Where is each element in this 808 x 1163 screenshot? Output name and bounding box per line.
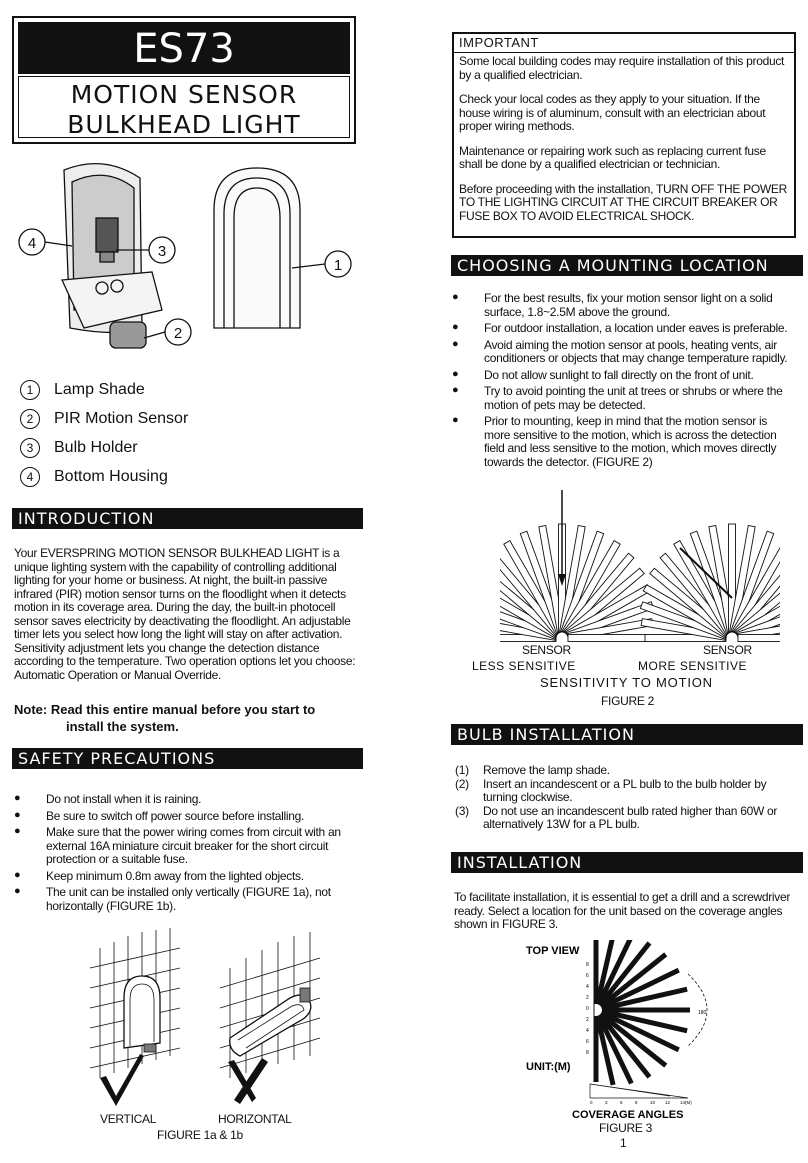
list-item: ● For the best results, fix your motion sensor light on a solid surface, 1.8~2.5M above the ground. (452, 292, 792, 319)
fan-beam (568, 635, 649, 642)
figure3-top-view: TOP VIEW (526, 945, 580, 957)
important-body (459, 55, 790, 234)
legend-item (20, 380, 188, 409)
list-item: ● Do not allow sunlight to fall directly on the front of unit. (452, 369, 792, 383)
important-paragraph: Before proceeding with the installation, TURN OFF THE POWER TO THE LIGHTING CIRCUIT AT THE CIRCUIT BREAKER OR FUSE BOX TO AVOID ELECTRICAL SHOCK. (459, 181, 787, 223)
figure3-fan (594, 940, 691, 1086)
svg-text:2: 2 (173, 325, 183, 342)
product-illustration (12, 160, 362, 370)
legend-label: PIR Motion Sensor (54, 410, 189, 427)
figure2-illustration (500, 490, 780, 650)
safety-heading: SAFETY PRECAUTIONS (12, 748, 363, 769)
introduction-text: Your EVERSPRING MOTION SENSOR BULKHEAD LIGHT is a unique lighting system with the capability of controlling additional lighting for your home or business. At night, the built-in passive infrared (PIR) motion sensor turns on the floodlight when it detects motion in its coverage area. During the day, the built-in photocell sensor saves electricity by deactivating the floodlight. An adjustable timer lets you select how long the light will stay on after activation. Sensitivity adjustment lets you change the detection distance according to the temperature. Two operation options let you choose: Automatic Operation or Manual Override. (14, 546, 356, 682)
figure3-x-ticks (590, 1100, 692, 1105)
step-item (455, 805, 795, 832)
figure3-caption: FIGURE 3 (599, 1121, 652, 1135)
safety-list (14, 793, 344, 916)
x-tick-label: 12 (665, 1100, 671, 1105)
list-item: ● For outdoor installation, a location under eaves is preferable. (452, 322, 792, 336)
important-heading: IMPORTANT (454, 34, 794, 53)
step-number: (2) (455, 776, 469, 791)
x-tick-label: 14(M) (680, 1100, 692, 1105)
product-name (14, 80, 354, 140)
x-tick-label: 8 (635, 1100, 638, 1105)
fan-left (500, 524, 654, 642)
page-number: 1 (620, 1136, 627, 1150)
list-item: ● Make sure that the power wiring comes from circuit with an external 16A miniature circuit breaker for the short circuit protection or a suitable fuse. (14, 826, 344, 867)
model-title: ES73 (18, 22, 350, 74)
important-box (452, 32, 796, 238)
x-tick-label: 10 (650, 1100, 656, 1105)
figure3-unit: UNIT:(M) (526, 1061, 571, 1073)
introduction-heading: INTRODUCTION (12, 508, 363, 529)
step-item (455, 764, 795, 778)
figure1-vertical-label: VERTICAL (100, 1112, 157, 1126)
y-tick-label: 0 (586, 1006, 589, 1012)
figure2-title: SENSITIVITY TO MOTION (540, 675, 713, 690)
x-tick-label: 6 (620, 1100, 623, 1105)
legend-item (20, 467, 188, 496)
installation-text: To facilitate installation, it is essential to get a drill and a screwdriver ready. Select a location for the unit based on the coverage angles shown in FIGURE 3. (454, 890, 791, 931)
legend-number: 3 (20, 438, 40, 458)
list-item: ● Do not install when it is raining. (14, 793, 344, 807)
fan-right (640, 524, 780, 642)
figure2-sensor-right: SENSOR (703, 643, 752, 657)
figure2-sensor-left: SENSOR (522, 643, 571, 657)
list-item: ● The unit can be installed only vertically (FIGURE 1a), not horizontally (FIGURE 1b). (14, 886, 344, 913)
y-tick-label: 8 (586, 962, 589, 968)
y-tick-label: 2 (586, 995, 589, 1001)
y-tick-label: 6 (586, 973, 589, 979)
title-box (12, 16, 356, 144)
y-tick-label: 4 (586, 984, 589, 990)
important-paragraph: Maintenance or repairing work such as replacing current fuse shall be done by a qualified electrician or technician. (459, 143, 766, 171)
x-tick-label: 3 (605, 1100, 608, 1105)
figure1-horizontal-label: HORIZONTAL (218, 1112, 292, 1126)
product-name-line1: MOTION SENSOR (70, 80, 298, 109)
y-tick-label: 4 (586, 1028, 589, 1034)
installation-heading: INSTALLATION (451, 852, 803, 873)
x-tick-label: 0 (590, 1100, 593, 1105)
figure1-caption: FIGURE 1a & 1b (157, 1128, 243, 1142)
important-paragraph: Check your local codes as they apply to your situation. If the house wiring is of aluminum, consult with an electrician about proper wiring methods. (459, 92, 766, 133)
figure3-side-view (590, 1084, 688, 1098)
fan-beam (602, 1008, 690, 1013)
legend-label: Lamp Shade (54, 381, 145, 398)
mounting-heading: CHOOSING A MOUNTING LOCATION (451, 255, 803, 276)
legend-number: 4 (20, 467, 40, 487)
figure2-caption: FIGURE 2 (601, 694, 654, 708)
legend-label: Bulb Holder (54, 439, 138, 456)
svg-text:4: 4 (27, 235, 37, 252)
note (14, 701, 359, 735)
figure3-illustration (520, 940, 720, 1140)
step-text: Insert an incandescent or a PL bulb to the bulb holder by turning clockwise. (483, 776, 767, 804)
figure2-more-sensitive: MORE SENSITIVE (638, 659, 748, 673)
step-text: Remove the lamp shade. (483, 763, 610, 777)
list-item: ● Be sure to switch off power source before installing. (14, 810, 344, 824)
svg-text:3: 3 (157, 243, 167, 260)
note-line2: install the system. (66, 719, 179, 734)
legend-item (20, 409, 188, 438)
important-paragraph: Some local building codes may require installation of this product by a qualified electrician. (459, 54, 785, 82)
y-tick-label: 2 (586, 1017, 589, 1023)
y-tick-label: 6 (586, 1039, 589, 1045)
legend-label: Bottom Housing (54, 468, 168, 485)
fan-beam (738, 635, 780, 642)
parts-legend (20, 380, 188, 496)
product-name-line2: BULKHEAD LIGHT (67, 110, 301, 139)
list-item: ● Try to avoid pointing the unit at trees or shrubs or where the motion of pets may be detected. (452, 385, 792, 412)
mounting-list (452, 292, 792, 472)
y-tick-label: 8 (586, 1050, 589, 1056)
figure3-coverage: COVERAGE ANGLES (572, 1109, 684, 1121)
bulb-heading: BULB INSTALLATION (451, 724, 803, 745)
step-item (455, 778, 795, 805)
svg-text:1: 1 (333, 257, 343, 274)
figure3-y-ticks (586, 962, 589, 1056)
list-item: ● Prior to mounting, keep in mind that the motion sensor is more sensitive to the motion, which is across the detection field and less sensitive to the motion, which moves directly towards the detector. (FIGURE 2) (452, 415, 792, 469)
legend-number: 2 (20, 409, 40, 429)
step-number: (1) (455, 763, 469, 777)
step-number: (3) (455, 803, 469, 818)
figure3-angle: 180 (698, 1010, 707, 1016)
legend-number: 1 (20, 380, 40, 400)
legend-item (20, 438, 188, 467)
bulb-steps (455, 764, 795, 832)
list-item: ● Avoid aiming the motion sensor at pools, heating vents, air conditioners or objects that may change temperature rapidly. (452, 339, 792, 366)
note-line1: Note: Read this entire manual before you start to (14, 702, 316, 717)
fan-beam (594, 1016, 599, 1082)
figure1-illustration (80, 928, 340, 1128)
step-text: Do not use an incandescent bulb rated higher than 60W or alternatively 13W for a PL bulb. (483, 803, 778, 831)
figure2-less-sensitive: LESS SENSITIVE (472, 659, 576, 673)
list-item: ● Keep minimum 0.8m away from the lighted objects. (14, 870, 344, 884)
